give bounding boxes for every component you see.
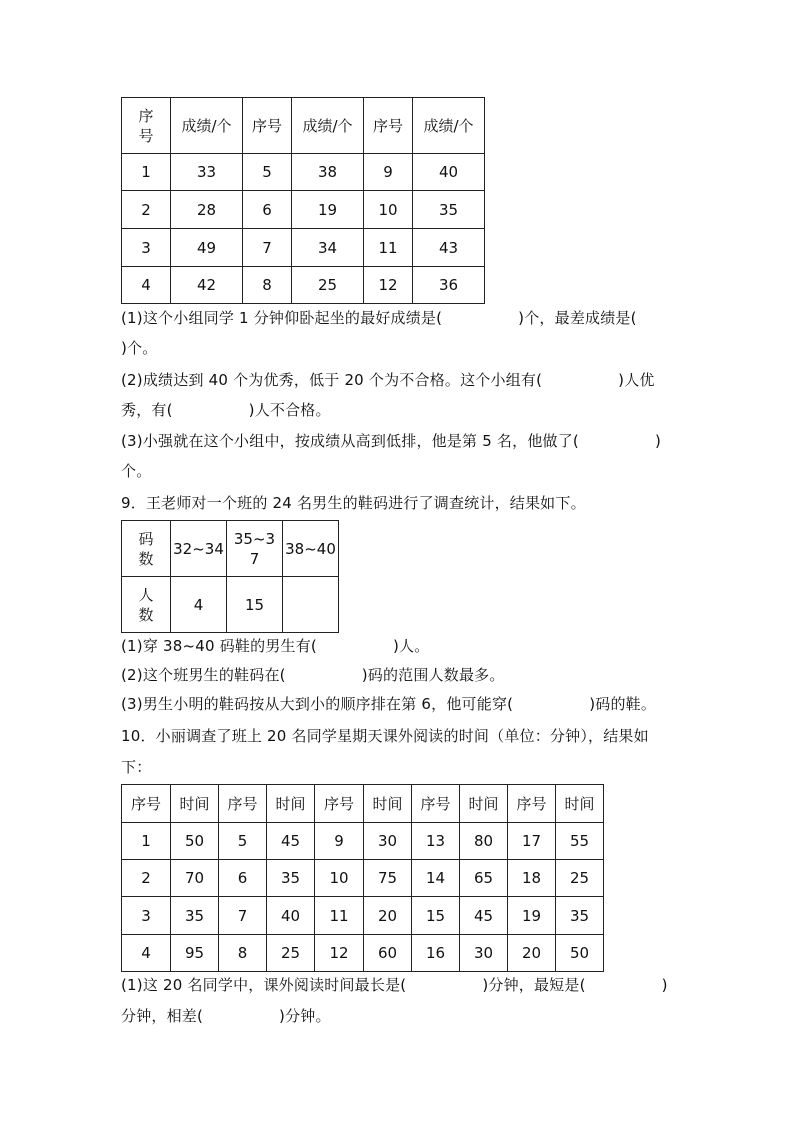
table-cell: 11 [364,229,413,267]
table-cell: 43 [413,229,485,267]
header-cell: 序号 [508,785,556,823]
table-cell: 4 [122,267,171,304]
table-cell: 70 [171,860,219,897]
table-cell: 1 [122,823,171,860]
table-cell: 36 [413,267,485,304]
table-cell: 35 [171,897,219,935]
table-cell: 45 [267,823,315,860]
table-row [122,154,485,191]
q8-line-4: 秀，有( )人不合格。 [121,401,331,419]
table-cell: 11 [315,897,364,935]
table-cell: 35 [413,191,485,229]
table-cell: 55 [556,823,604,860]
table-row [122,267,485,304]
table-cell: 20 [508,935,556,972]
table-cell: 3 [122,229,171,267]
table-cell: 35 [556,897,604,935]
header-cell: 38~40 [283,521,339,577]
header-cell: 序号 [219,785,267,823]
table-cell: 16 [412,935,460,972]
table-cell: 34 [292,229,364,267]
table-cell: 25 [292,267,364,304]
header-cell: 码 数 [122,521,171,577]
reading-time-table [121,784,604,972]
table-row [122,521,339,577]
table-cell: 33 [171,154,243,191]
table-cell: 4 [122,935,171,972]
table-cell: 10 [364,191,413,229]
table-cell: 75 [364,860,412,897]
table-cell: 25 [556,860,604,897]
table-cell: 7 [219,897,267,935]
header-cell: 时间 [556,785,604,823]
table-row [122,577,339,633]
table-cell: 2 [122,860,171,897]
q10-line-1: (1)这 20 名同学中，课外阅读时间最长是( )分钟，最短是( ) [121,976,668,994]
table-cell: 80 [460,823,508,860]
table-cell: 5 [219,823,267,860]
table-cell: 17 [508,823,556,860]
table-cell: 20 [364,897,412,935]
header-cell: 时间 [171,785,219,823]
table-cell: 5 [243,154,292,191]
table-cell: 40 [267,897,315,935]
q8-line-6: 个。 [121,462,152,480]
q9-title: 9．王老师对一个班的 24 名男生的鞋码进行了调查统计，结果如下。 [121,494,586,512]
header-cell: 成绩/个 [171,98,243,154]
header-cell: 成绩/个 [292,98,364,154]
table-cell: 28 [171,191,243,229]
header-cell: 32~34 [171,521,227,577]
header-cell: 序 号 [122,98,171,154]
table-cell: 7 [243,229,292,267]
table-cell: 19 [292,191,364,229]
q10-title-line-2: 下： [121,758,152,776]
table-cell: 4 [171,577,227,633]
header-cell: 成绩/个 [413,98,485,154]
table-cell: 45 [460,897,508,935]
table-cell: 12 [315,935,364,972]
table-row [122,191,485,229]
header-cell: 时间 [267,785,315,823]
table-cell: 25 [267,935,315,972]
table-header-row [122,98,485,154]
table-cell: 95 [171,935,219,972]
header-cell: 时间 [364,785,412,823]
table-cell: 6 [219,860,267,897]
table-cell: 1 [122,154,171,191]
table-cell: 13 [412,823,460,860]
q10-line-2: 分钟，相差( )分钟。 [121,1007,331,1025]
table-cell: 49 [171,229,243,267]
q10-title-line-1: 10．小丽调查了班上 20 名同学星期天课外阅读的时间（单位：分钟），结果如 [121,727,649,745]
table-row [122,823,604,860]
table-cell: 14 [412,860,460,897]
header-cell: 序号 [243,98,292,154]
table-cell: 50 [171,823,219,860]
score-table [121,97,485,304]
header-cell: 序号 [122,785,171,823]
q9-line-3: (3)男生小明的鞋码按从大到小的顺序排在第 6，他可能穿( )码的鞋。 [121,695,657,713]
table-cell: 9 [364,154,413,191]
table-row [122,935,604,972]
table-cell: 8 [219,935,267,972]
table-cell: 6 [243,191,292,229]
table-cell: 人 数 [122,577,171,633]
table-cell: 19 [508,897,556,935]
header-cell: 序号 [315,785,364,823]
table-cell: 9 [315,823,364,860]
table-header-row [122,785,604,823]
table-cell: 38 [292,154,364,191]
header-cell: 序号 [412,785,460,823]
header-cell: 时间 [460,785,508,823]
table-cell: 15 [227,577,283,633]
table-cell: 30 [460,935,508,972]
q9-line-1: (1)穿 38~40 码鞋的男生有( )人。 [121,637,430,655]
table-cell: 12 [364,267,413,304]
table-cell: 10 [315,860,364,897]
table-cell: 18 [508,860,556,897]
table-cell: 8 [243,267,292,304]
q8-line-2: )个。 [121,339,158,357]
table-cell: 35 [267,860,315,897]
table-cell: 60 [364,935,412,972]
table-row [122,229,485,267]
q8-line-1: (1)这个小组同学 1 分钟仰卧起坐的最好成绩是( )个，最差成绩是( [121,309,637,327]
table-cell: 50 [556,935,604,972]
table-cell [283,577,339,633]
q9-line-2: (2)这个班男生的鞋码在( )码的范围人数最多。 [121,666,505,684]
q8-line-5: (3)小强就在这个小组中，按成绩从高到低排，他是第 5 名，他做了( ) [121,432,662,450]
header-cell: 35~3 7 [227,521,283,577]
table-cell: 40 [413,154,485,191]
shoe-size-table [121,520,339,633]
table-cell: 15 [412,897,460,935]
table-row [122,860,604,897]
table-cell: 42 [171,267,243,304]
table-cell: 3 [122,897,171,935]
table-cell: 65 [460,860,508,897]
table-cell: 30 [364,823,412,860]
table-cell: 2 [122,191,171,229]
table-row [122,897,604,935]
header-cell: 序号 [364,98,413,154]
q8-line-3: (2)成绩达到 40 个为优秀，低于 20 个为不合格。这个小组有( )人优 [121,371,655,389]
